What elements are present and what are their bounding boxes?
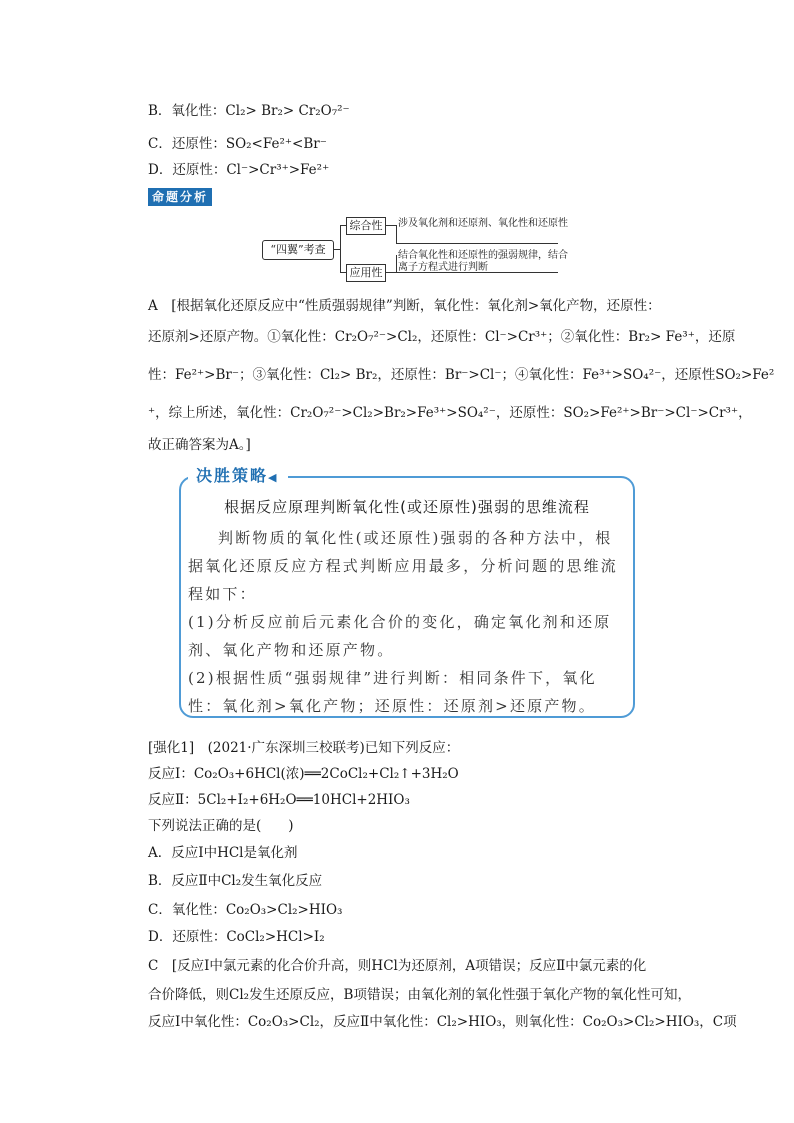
strategy-title: 根据反应原理判断氧化性(或还原性)强弱的思维流程	[224, 498, 590, 516]
answer2-line3: 反应Ⅰ中氧化性：Co₂O₃>Cl₂，反应Ⅱ中氧化性：Cl₂>HIO₃，则氧化性：Co₂O₃>Cl₂>HIO₃，C项	[148, 1014, 737, 1030]
option-c: C．还原性：SO₂<Fe²⁺<Br⁻	[148, 136, 327, 152]
strategy-tag: 决胜策略◀	[188, 465, 288, 489]
mind-map-root: “四翼”考查	[262, 240, 334, 260]
answer1-line4: ⁺，综上所述，氧化性：Cr₂O₇²⁻>Cl₂>Br₂>Fe³⁺>SO₄²⁻，还原性：SO₂>Fe²⁺>Br⁻>Cl⁻>Cr³⁺，	[148, 405, 752, 421]
exercise-option-b: B．反应Ⅱ中Cl₂发生氧化反应	[148, 873, 323, 889]
mind-map-branch2-text: 结合氧化性和还原性的强弱规律，结合离子方程式进行判断	[398, 250, 568, 273]
answer2-line2: 合价降低，则Cl₂发生还原反应，B项错误；由氧化剂的氧化性强于氧化产物的氧化性可知，	[148, 987, 691, 1003]
exercise-option-d: D．还原性：CoCl₂>HCl>I₂	[148, 929, 325, 945]
answer1-line5: 故正确答案为A。]	[148, 437, 251, 453]
mind-map	[262, 215, 568, 279]
exercise-option-a: A．反应Ⅰ中HCl是氧化剂	[148, 845, 298, 861]
exercise-reaction1: 反应Ⅰ：Co₂O₃+6HCl(浓)══2CoCl₂+Cl₂↑+3H₂O	[148, 766, 459, 782]
arrow-left-icon: ◀	[268, 471, 279, 484]
strategy-paragraph-2: (1)分析反应前后元素化合价的变化，确定氧化剂和还原剂、氧化产物和还原产物。	[188, 613, 612, 659]
answer1-line1: A [根据氧化还原反应中“性质强弱规律”判断，氧化性：氧化剂>氧化产物，还原性：	[148, 298, 661, 314]
strategy-body	[188, 524, 628, 720]
mind-map-branch2: 应用性	[346, 264, 386, 282]
answer1-line2: 还原剂>还原产物。①氧化性：Cr₂O₇²⁻>Cl₂，还原性：Cl⁻>Cr³⁺；②氧化性：Br₂> Fe³⁺，还原	[148, 329, 736, 345]
mind-map-branch1-text: 涉及氧化剂和还原剂、氧化性和还原性	[398, 218, 568, 229]
exercise-option-c: C．氧化性：Co₂O₃>Cl₂>HIO₃	[148, 902, 343, 918]
section-tag: 命题分析	[148, 188, 212, 206]
strategy-paragraph-3: (2)根据性质“强弱规律”进行判断：相同条件下，氧化性：氧化剂>氧化产物；还原性：还原剂>还原产物。	[188, 669, 597, 715]
answer2-line1: C [反应Ⅰ中氯元素的化合价升高，则HCl为还原剂，A项错误；反应Ⅱ中氯元素的化	[148, 958, 647, 974]
strategy-paragraph-1: 判断物质的氧化性(或还原性)强弱的各种方法中，根据氧化还原反应方程式判断应用最多，分析问题的思维流程如下：	[188, 529, 619, 603]
exercise-question: 下列说法正确的是( )	[148, 818, 294, 834]
mind-map-branch1: 综合性	[346, 217, 386, 235]
answer1-line3: 性：Fe²⁺>Br⁻；③氧化性：Cl₂> Br₂，还原性：Br⁻>Cl⁻；④氧化性：Fe³⁺>SO₄²⁻，还原性SO₂>Fe²	[148, 367, 775, 383]
option-b: B．氧化性：Cl₂> Br₂> Cr₂O₇²⁻	[148, 103, 350, 119]
exercise-reaction2: 反应Ⅱ：5Cl₂+I₂+6H₂O══10HCl+2HIO₃	[148, 792, 410, 808]
option-d: D．还原性：Cl⁻>Cr³⁺>Fe²⁺	[148, 162, 330, 178]
exercise-head: [强化1] (2021·广东深圳三校联考)已知下列反应：	[148, 740, 460, 756]
